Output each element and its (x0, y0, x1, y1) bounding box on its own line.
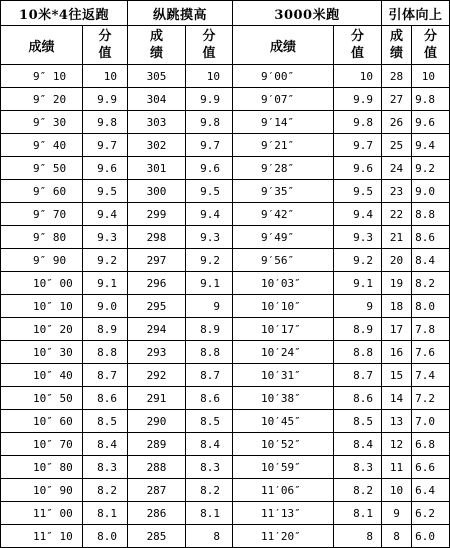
table-cell: 9.7 (83, 134, 128, 157)
table-row (1, 249, 450, 272)
table-cell: 9″ 90 (1, 249, 83, 272)
table-cell: 11″ 10 (1, 525, 83, 548)
table-cell: 9.7 (334, 134, 382, 157)
table-cell: 8.8 (186, 341, 233, 364)
subheader-points: 分 值 (334, 26, 382, 65)
table-cell: 8.4 (186, 433, 233, 456)
table-cell: 9.2 (186, 249, 233, 272)
header-3000m-run: 3000米跑 (233, 1, 382, 26)
table-cell: 8.5 (334, 410, 382, 433)
table-cell: 9.8 (334, 111, 382, 134)
table-cell: 287 (128, 479, 186, 502)
table-cell: 289 (128, 433, 186, 456)
table-cell: 15 (382, 364, 412, 387)
table-cell: 8.8 (334, 341, 382, 364)
table-cell: 21 (382, 226, 412, 249)
table-cell: 8.7 (334, 364, 382, 387)
table-cell: 304 (128, 88, 186, 111)
table-row (1, 364, 450, 387)
table-cell: 8.2 (186, 479, 233, 502)
table-cell: 8 (186, 525, 233, 548)
table-cell: 8.6 (412, 226, 450, 249)
table-cell: 9′49″ (233, 226, 334, 249)
table-row (1, 226, 450, 249)
table-cell: 9″ 20 (1, 88, 83, 111)
table-cell: 10″ 80 (1, 456, 83, 479)
table-cell: 10′38″ (233, 387, 334, 410)
table-cell: 297 (128, 249, 186, 272)
table-cell: 8.7 (83, 364, 128, 387)
table-cell: 9.1 (334, 272, 382, 295)
table-cell: 9.3 (334, 226, 382, 249)
table-cell: 9′35″ (233, 180, 334, 203)
table-cell: 10 (412, 65, 450, 88)
table-cell: 7.8 (412, 318, 450, 341)
subheader-score: 成 绩 (128, 26, 186, 65)
table-cell: 290 (128, 410, 186, 433)
table-cell: 12 (382, 433, 412, 456)
table-cell: 9.8 (412, 88, 450, 111)
table-cell: 294 (128, 318, 186, 341)
table-cell: 9.9 (83, 88, 128, 111)
table-row (1, 203, 450, 226)
table-cell: 8.1 (186, 502, 233, 525)
table-cell: 10′24″ (233, 341, 334, 364)
table-cell: 11″ 00 (1, 502, 83, 525)
table-cell: 8.6 (83, 387, 128, 410)
table-cell: 285 (128, 525, 186, 548)
table-cell: 11′06″ (233, 479, 334, 502)
table-cell: 296 (128, 272, 186, 295)
table-cell: 9.4 (83, 203, 128, 226)
table-cell: 9.8 (186, 111, 233, 134)
table-cell: 8.5 (186, 410, 233, 433)
table-row (1, 525, 450, 548)
table-row (1, 295, 450, 318)
table-cell: 6.0 (412, 525, 450, 548)
table-cell: 7.6 (412, 341, 450, 364)
table-cell: 9′00″ (233, 65, 334, 88)
table-cell: 25 (382, 134, 412, 157)
table-cell: 17 (382, 318, 412, 341)
table-cell: 302 (128, 134, 186, 157)
table-cell: 9.0 (412, 180, 450, 203)
table-cell: 18 (382, 295, 412, 318)
table-cell: 24 (382, 157, 412, 180)
table-cell: 9″ 80 (1, 226, 83, 249)
table-cell: 8.2 (83, 479, 128, 502)
table-cell: 9.0 (83, 295, 128, 318)
table-cell: 10″ 20 (1, 318, 83, 341)
table-cell: 8.3 (334, 456, 382, 479)
table-cell: 8.4 (412, 249, 450, 272)
table-row (1, 180, 450, 203)
table-cell: 8.0 (412, 295, 450, 318)
table-cell: 8.2 (334, 479, 382, 502)
table-cell: 8.0 (83, 525, 128, 548)
table-cell: 10′52″ (233, 433, 334, 456)
table-cell: 293 (128, 341, 186, 364)
table-row (1, 65, 450, 88)
table-cell: 301 (128, 157, 186, 180)
subheader-score: 成 绩 (382, 26, 412, 65)
table-cell: 13 (382, 410, 412, 433)
table-cell: 8.7 (186, 364, 233, 387)
table-cell: 28 (382, 65, 412, 88)
table-cell: 8.3 (83, 456, 128, 479)
table-cell: 8.9 (83, 318, 128, 341)
table-cell: 9″ 10 (1, 65, 83, 88)
table-cell: 288 (128, 456, 186, 479)
table-row (1, 479, 450, 502)
table-cell: 9.6 (186, 157, 233, 180)
table-cell: 298 (128, 226, 186, 249)
header-pull-up: 引体向上 (382, 1, 450, 26)
table-cell: 10″ 70 (1, 433, 83, 456)
subheader-points: 分 值 (412, 26, 450, 65)
table-cell: 10″ 00 (1, 272, 83, 295)
table-cell: 23 (382, 180, 412, 203)
table-cell: 9′42″ (233, 203, 334, 226)
table-cell: 8.9 (186, 318, 233, 341)
table-cell: 9 (334, 295, 382, 318)
table-row (1, 111, 450, 134)
table-cell: 9.4 (412, 134, 450, 157)
table-cell: 16 (382, 341, 412, 364)
table-cell: 10 (382, 479, 412, 502)
table-cell: 9.4 (186, 203, 233, 226)
table-row (1, 433, 450, 456)
table-cell: 291 (128, 387, 186, 410)
table-cell: 8.1 (83, 502, 128, 525)
table-cell: 7.2 (412, 387, 450, 410)
table-cell: 9.2 (412, 157, 450, 180)
table-cell: 9″ 60 (1, 180, 83, 203)
table-cell: 27 (382, 88, 412, 111)
table-cell: 9.5 (83, 180, 128, 203)
table-row (1, 157, 450, 180)
table-cell: 9.1 (186, 272, 233, 295)
table-cell: 20 (382, 249, 412, 272)
table-cell: 9 (382, 502, 412, 525)
table-row (1, 341, 450, 364)
table-cell: 11 (382, 456, 412, 479)
table-cell: 8.6 (186, 387, 233, 410)
table-row (1, 410, 450, 433)
table-cell: 9.6 (334, 157, 382, 180)
table-cell: 8.3 (186, 456, 233, 479)
table-cell: 300 (128, 180, 186, 203)
table-cell: 7.4 (412, 364, 450, 387)
table-cell: 9.2 (83, 249, 128, 272)
table-row (1, 134, 450, 157)
table-cell: 11′13″ (233, 502, 334, 525)
table-cell: 8.4 (334, 433, 382, 456)
table-cell: 26 (382, 111, 412, 134)
table-cell: 9″ 50 (1, 157, 83, 180)
table-cell: 9.3 (186, 226, 233, 249)
table-cell: 8 (334, 525, 382, 548)
table-cell: 9.8 (83, 111, 128, 134)
table-cell: 14 (382, 387, 412, 410)
table-cell: 8.8 (412, 203, 450, 226)
table-cell: 10′03″ (233, 272, 334, 295)
subheader-points: 分 值 (83, 26, 128, 65)
table-cell: 9.9 (186, 88, 233, 111)
table-cell: 8.2 (412, 272, 450, 295)
table-cell: 305 (128, 65, 186, 88)
table-cell: 9.5 (186, 180, 233, 203)
table-cell: 299 (128, 203, 186, 226)
table-cell: 9′21″ (233, 134, 334, 157)
table-cell: 10′10″ (233, 295, 334, 318)
table-cell: 22 (382, 203, 412, 226)
table-cell: 9.6 (412, 111, 450, 134)
table-cell: 8.6 (334, 387, 382, 410)
table-cell: 9.4 (334, 203, 382, 226)
table-row (1, 456, 450, 479)
table-cell: 9.2 (334, 249, 382, 272)
table-row (1, 387, 450, 410)
table-cell: 295 (128, 295, 186, 318)
table-cell: 10″ 60 (1, 410, 83, 433)
table-cell: 9.6 (83, 157, 128, 180)
table-cell: 8.9 (334, 318, 382, 341)
table-cell: 11′20″ (233, 525, 334, 548)
table-cell: 6.6 (412, 456, 450, 479)
table-cell: 9′07″ (233, 88, 334, 111)
table-cell: 6.4 (412, 479, 450, 502)
table-cell: 10′59″ (233, 456, 334, 479)
table-cell: 8.5 (83, 410, 128, 433)
table-cell: 10 (334, 65, 382, 88)
table-cell: 10 (83, 65, 128, 88)
table-cell: 10′17″ (233, 318, 334, 341)
table-cell: 9.3 (83, 226, 128, 249)
table-row (1, 502, 450, 525)
table-cell: 10″ 30 (1, 341, 83, 364)
table-cell: 8 (382, 525, 412, 548)
table-row (1, 88, 450, 111)
table-cell: 10″ 50 (1, 387, 83, 410)
table-cell: 9′28″ (233, 157, 334, 180)
table-cell: 10″ 90 (1, 479, 83, 502)
table-cell: 10″ 10 (1, 295, 83, 318)
table-cell: 9″ 40 (1, 134, 83, 157)
table-cell: 9 (186, 295, 233, 318)
table-cell: 19 (382, 272, 412, 295)
table-cell: 8.8 (83, 341, 128, 364)
subheader-score: 成绩 (233, 26, 334, 65)
table-cell: 8.1 (334, 502, 382, 525)
table-row (1, 318, 450, 341)
table-cell: 9.1 (83, 272, 128, 295)
table-cell: 9″ 30 (1, 111, 83, 134)
table-cell: 9′14″ (233, 111, 334, 134)
table-cell: 9.5 (334, 180, 382, 203)
table-cell: 7.0 (412, 410, 450, 433)
table-cell: 286 (128, 502, 186, 525)
table-cell: 10″ 40 (1, 364, 83, 387)
table-cell: 9.7 (186, 134, 233, 157)
table-cell: 9′56″ (233, 249, 334, 272)
table-cell: 10′45″ (233, 410, 334, 433)
table-cell: 6.2 (412, 502, 450, 525)
table-cell: 8.4 (83, 433, 128, 456)
subheader-score: 成绩 (1, 26, 83, 65)
table-cell: 292 (128, 364, 186, 387)
table-cell: 10′31″ (233, 364, 334, 387)
table-cell: 10 (186, 65, 233, 88)
header-shuttle-run: 10米*4往返跑 (1, 1, 128, 26)
header-vertical-jump: 纵跳摸高 (128, 1, 233, 26)
table-row (1, 272, 450, 295)
table-cell: 303 (128, 111, 186, 134)
subheader-points: 分 值 (186, 26, 233, 65)
table-cell: 9.9 (334, 88, 382, 111)
table-cell: 9″ 70 (1, 203, 83, 226)
table-cell: 6.8 (412, 433, 450, 456)
